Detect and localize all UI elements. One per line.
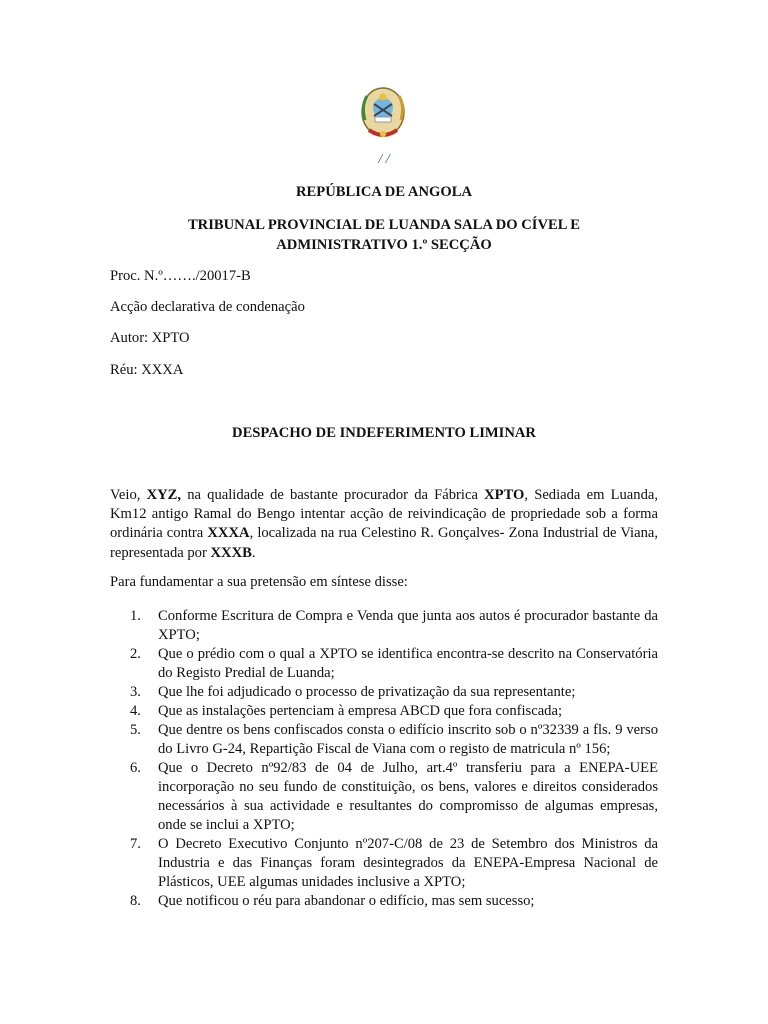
intro-bold-company: XPTO [484,487,525,503]
list-item [110,702,658,721]
list-number: 3. [130,684,141,700]
summary-intro: Para fundamentar a sua pretensão em síntese disse: [110,574,408,590]
intro-text: Veio, [110,487,147,503]
list-text: Conforme Escritura de Compra e Venda que junta aos autos é procurador bastante da XPTO; [158,608,658,643]
list-number: 5. [130,722,141,738]
intro-text: , Sediada em Luanda, Km12 antigo Ramal do Bengo intentar acção de reivindicação de propriedade sob a forma ordinária contra [110,487,659,542]
author-line: Autor: XPTO [110,330,190,346]
intro-bold-defendant: XXXA [207,525,250,542]
decorative-slashes: / / [378,152,390,167]
list-text: Que o Decreto nº92/83 de 04 de Julho, art.4º transferiu para a ENEPA-UEE incorporação no seu fundo de constituição, os bens, valores e direitos considerados necessários à sua actividade e resultantes do compromisso de algumas empresas, onde se inclui a XPTO; [158,760,658,833]
list-text: Que lhe foi adjudicado o processo de privatização da sua representante; [158,684,576,700]
intro-bold-name: XYZ, [146,487,182,503]
intro-bold-representative: XXXB [210,544,252,561]
action-type: Acção declarativa de condenação [110,299,305,315]
list-item [110,759,658,835]
list-number: 7. [130,836,141,852]
list-number: 8. [130,893,141,909]
court-heading-line-2: ADMINISTRATIVO 1.º SECÇÃO [276,237,492,253]
list-item [110,607,658,645]
list-number: 1. [130,608,141,624]
list-item [110,645,658,683]
document-title: DESPACHO DE INDEFERIMENTO LIMINAR [232,425,536,441]
intro-text: na qualidade de bastante procurador da Fábrica [181,487,485,503]
intro-paragraph [110,486,658,563]
list-item [110,721,658,759]
list-item [110,683,658,702]
list-text: Que o prédio com o qual a XPTO se identifica encontra-se descrito na Conservatória do Registo Predial de Luanda; [158,646,658,681]
list-text: Que as instalações pertenciam à empresa ABCD que fora confiscada; [158,703,563,719]
intro-text: , localizada na rua Celestino R. Gonçalves- Zona Industrial de Viana, representada por [110,525,658,561]
republic-heading: REPÚBLICA DE ANGOLA [296,184,472,200]
list-number: 6. [130,760,141,776]
numbered-list [110,607,658,911]
list-item [110,892,658,911]
list-item [110,835,658,892]
list-text: O Decreto Executivo Conjunto nº207-C/08 de 23 de Setembro dos Ministros da Industria e das Finanças foram desintegrados da ENEPA-Empresa Nacional de Plásticos, UEE algumas unidades inclusive a XPTO; [158,836,658,890]
list-number: 4. [130,703,141,719]
list-text: Que dentre os bens confiscados consta o edifício inscrito sob o nº32339 a fls. 9 verso do Livro G-24, Repartição Fiscal de Viana com o registo de matricula nº 156; [158,722,658,757]
court-heading [0,215,768,255]
list-text: Que notificou o réu para abandonar o edifício, mas sem sucesso; [158,893,535,909]
court-heading-line-1: TRIBUNAL PROVINCIAL DE LUANDA SALA DO CÍVEL E [187,217,581,233]
intro-text: . [251,544,256,561]
angola-coat-of-arms-icon [357,84,409,144]
defendant-line: Réu: XXXA [110,362,184,378]
list-number: 2. [130,646,141,662]
process-number: Proc. N.º……./20017-B [110,268,251,284]
